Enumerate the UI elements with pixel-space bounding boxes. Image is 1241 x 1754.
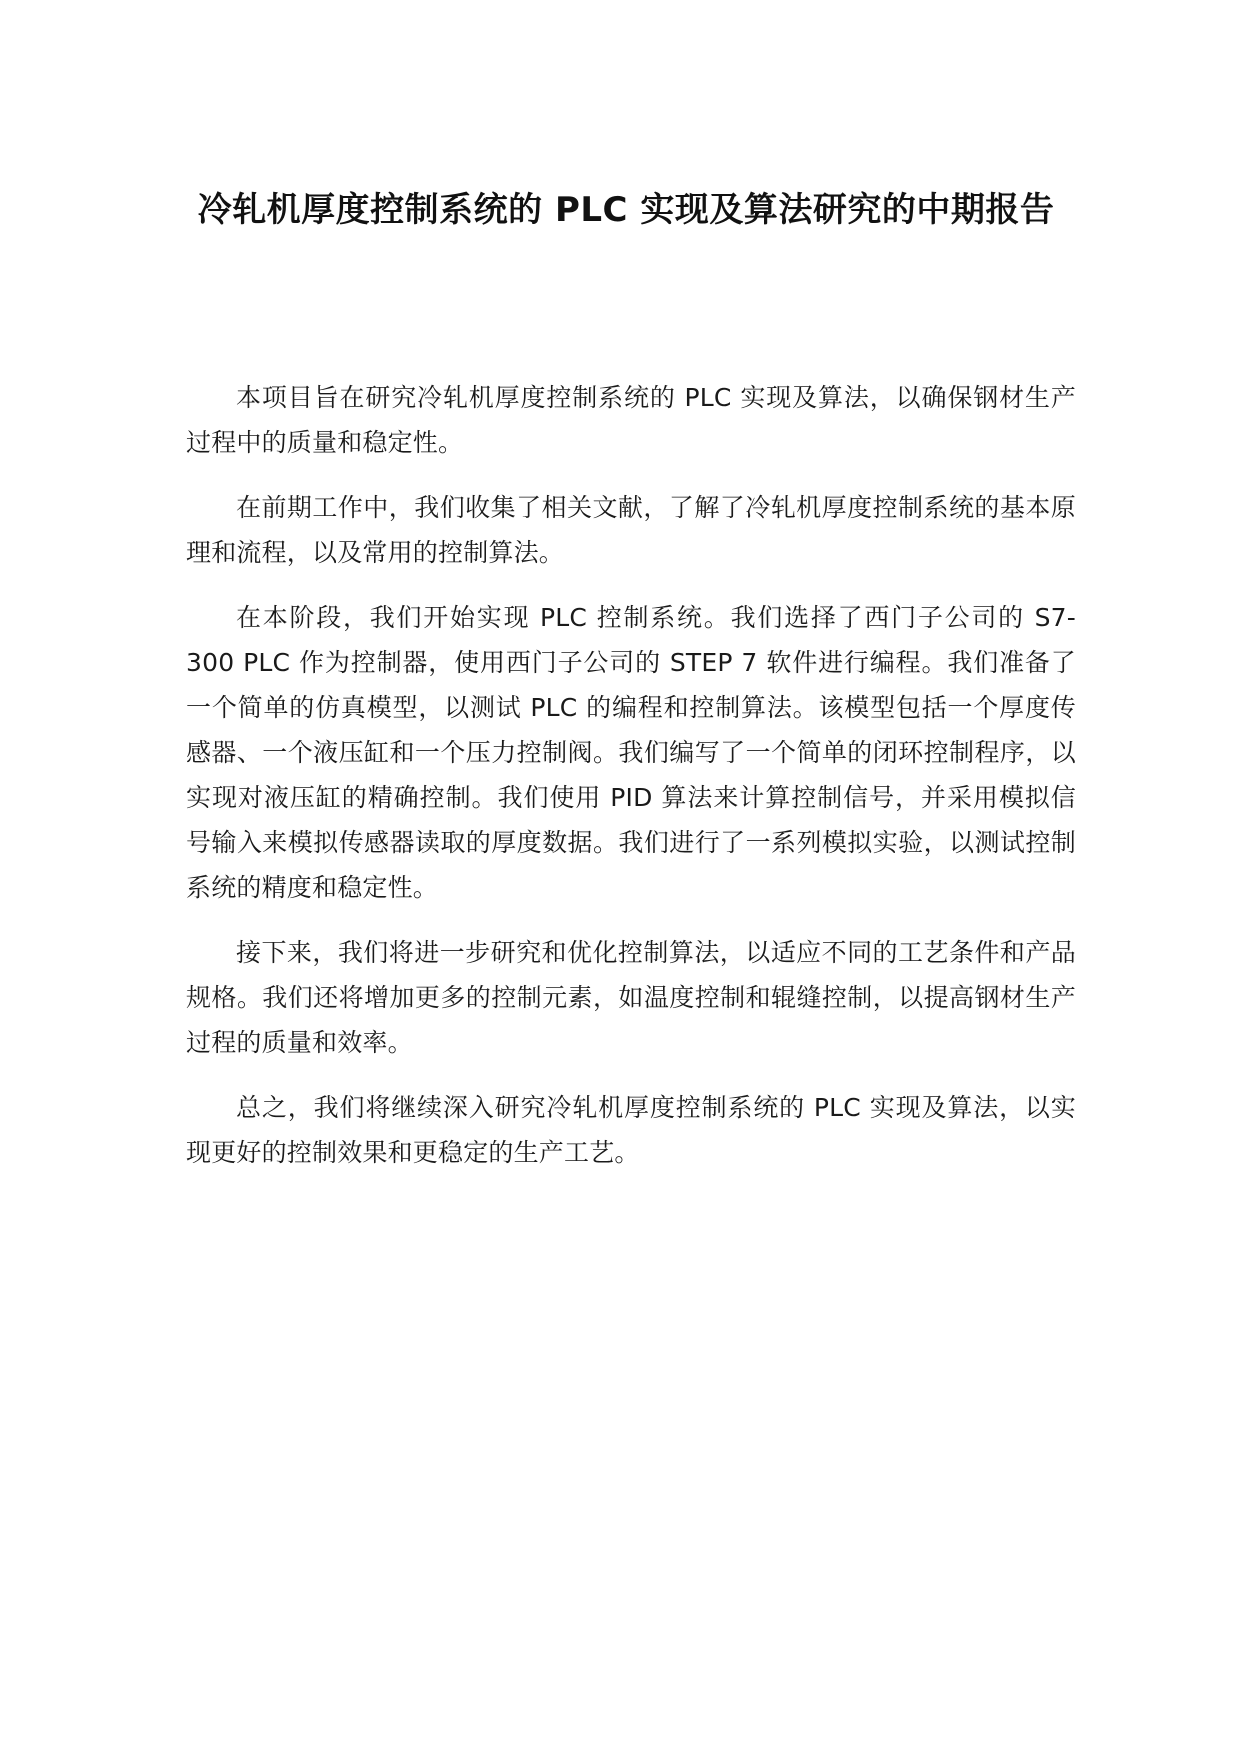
document-title: 冷轧机厚度控制系统的 PLC 实现及算法研究的中期报告 bbox=[197, 190, 1055, 230]
paragraph-prior-work: 在前期工作中，我们收集了相关文献，了解了冷轧机厚度控制系统的基本原理和流程，以及常用的控制算法。 bbox=[186, 493, 1076, 567]
paragraph-intro: 本项目旨在研究冷轧机厚度控制系统的 PLC 实现及算法，以确保钢材生产过程中的质量和稳定性。 bbox=[186, 383, 1076, 457]
paragraph-current-stage: 在本阶段，我们开始实现 PLC 控制系统。我们选择了西门子公司的 S7-300 PLC 作为控制器，使用西门子公司的 STEP 7 软件进行编程。我们准备了一个简单的仿真模型，以测试 PLC 的编程和控制算法。该模型包括一个厚度传感器、一个液压缸和一个压力控制阀。我们编写了一个简单的闭环控制程序，以实现对液压缸的精确控制。我们使用 PID 算法来计算控制信号，并采用模拟信号输入来模拟传感器读取的厚度数据。我们进行了一系列模拟实验，以测试控制系统的精度和稳定性。 bbox=[186, 603, 1076, 902]
paragraph-next-steps: 接下来，我们将进一步研究和优化控制算法，以适应不同的工艺条件和产品规格。我们还将增加更多的控制元素，如温度控制和辊缝控制，以提高钢材生产过程的质量和效率。 bbox=[186, 938, 1076, 1057]
document-body bbox=[186, 375, 1076, 1195]
paragraph-conclusion: 总之，我们将继续深入研究冷轧机厚度控制系统的 PLC 实现及算法，以实现更好的控制效果和更稳定的生产工艺。 bbox=[186, 1093, 1076, 1167]
